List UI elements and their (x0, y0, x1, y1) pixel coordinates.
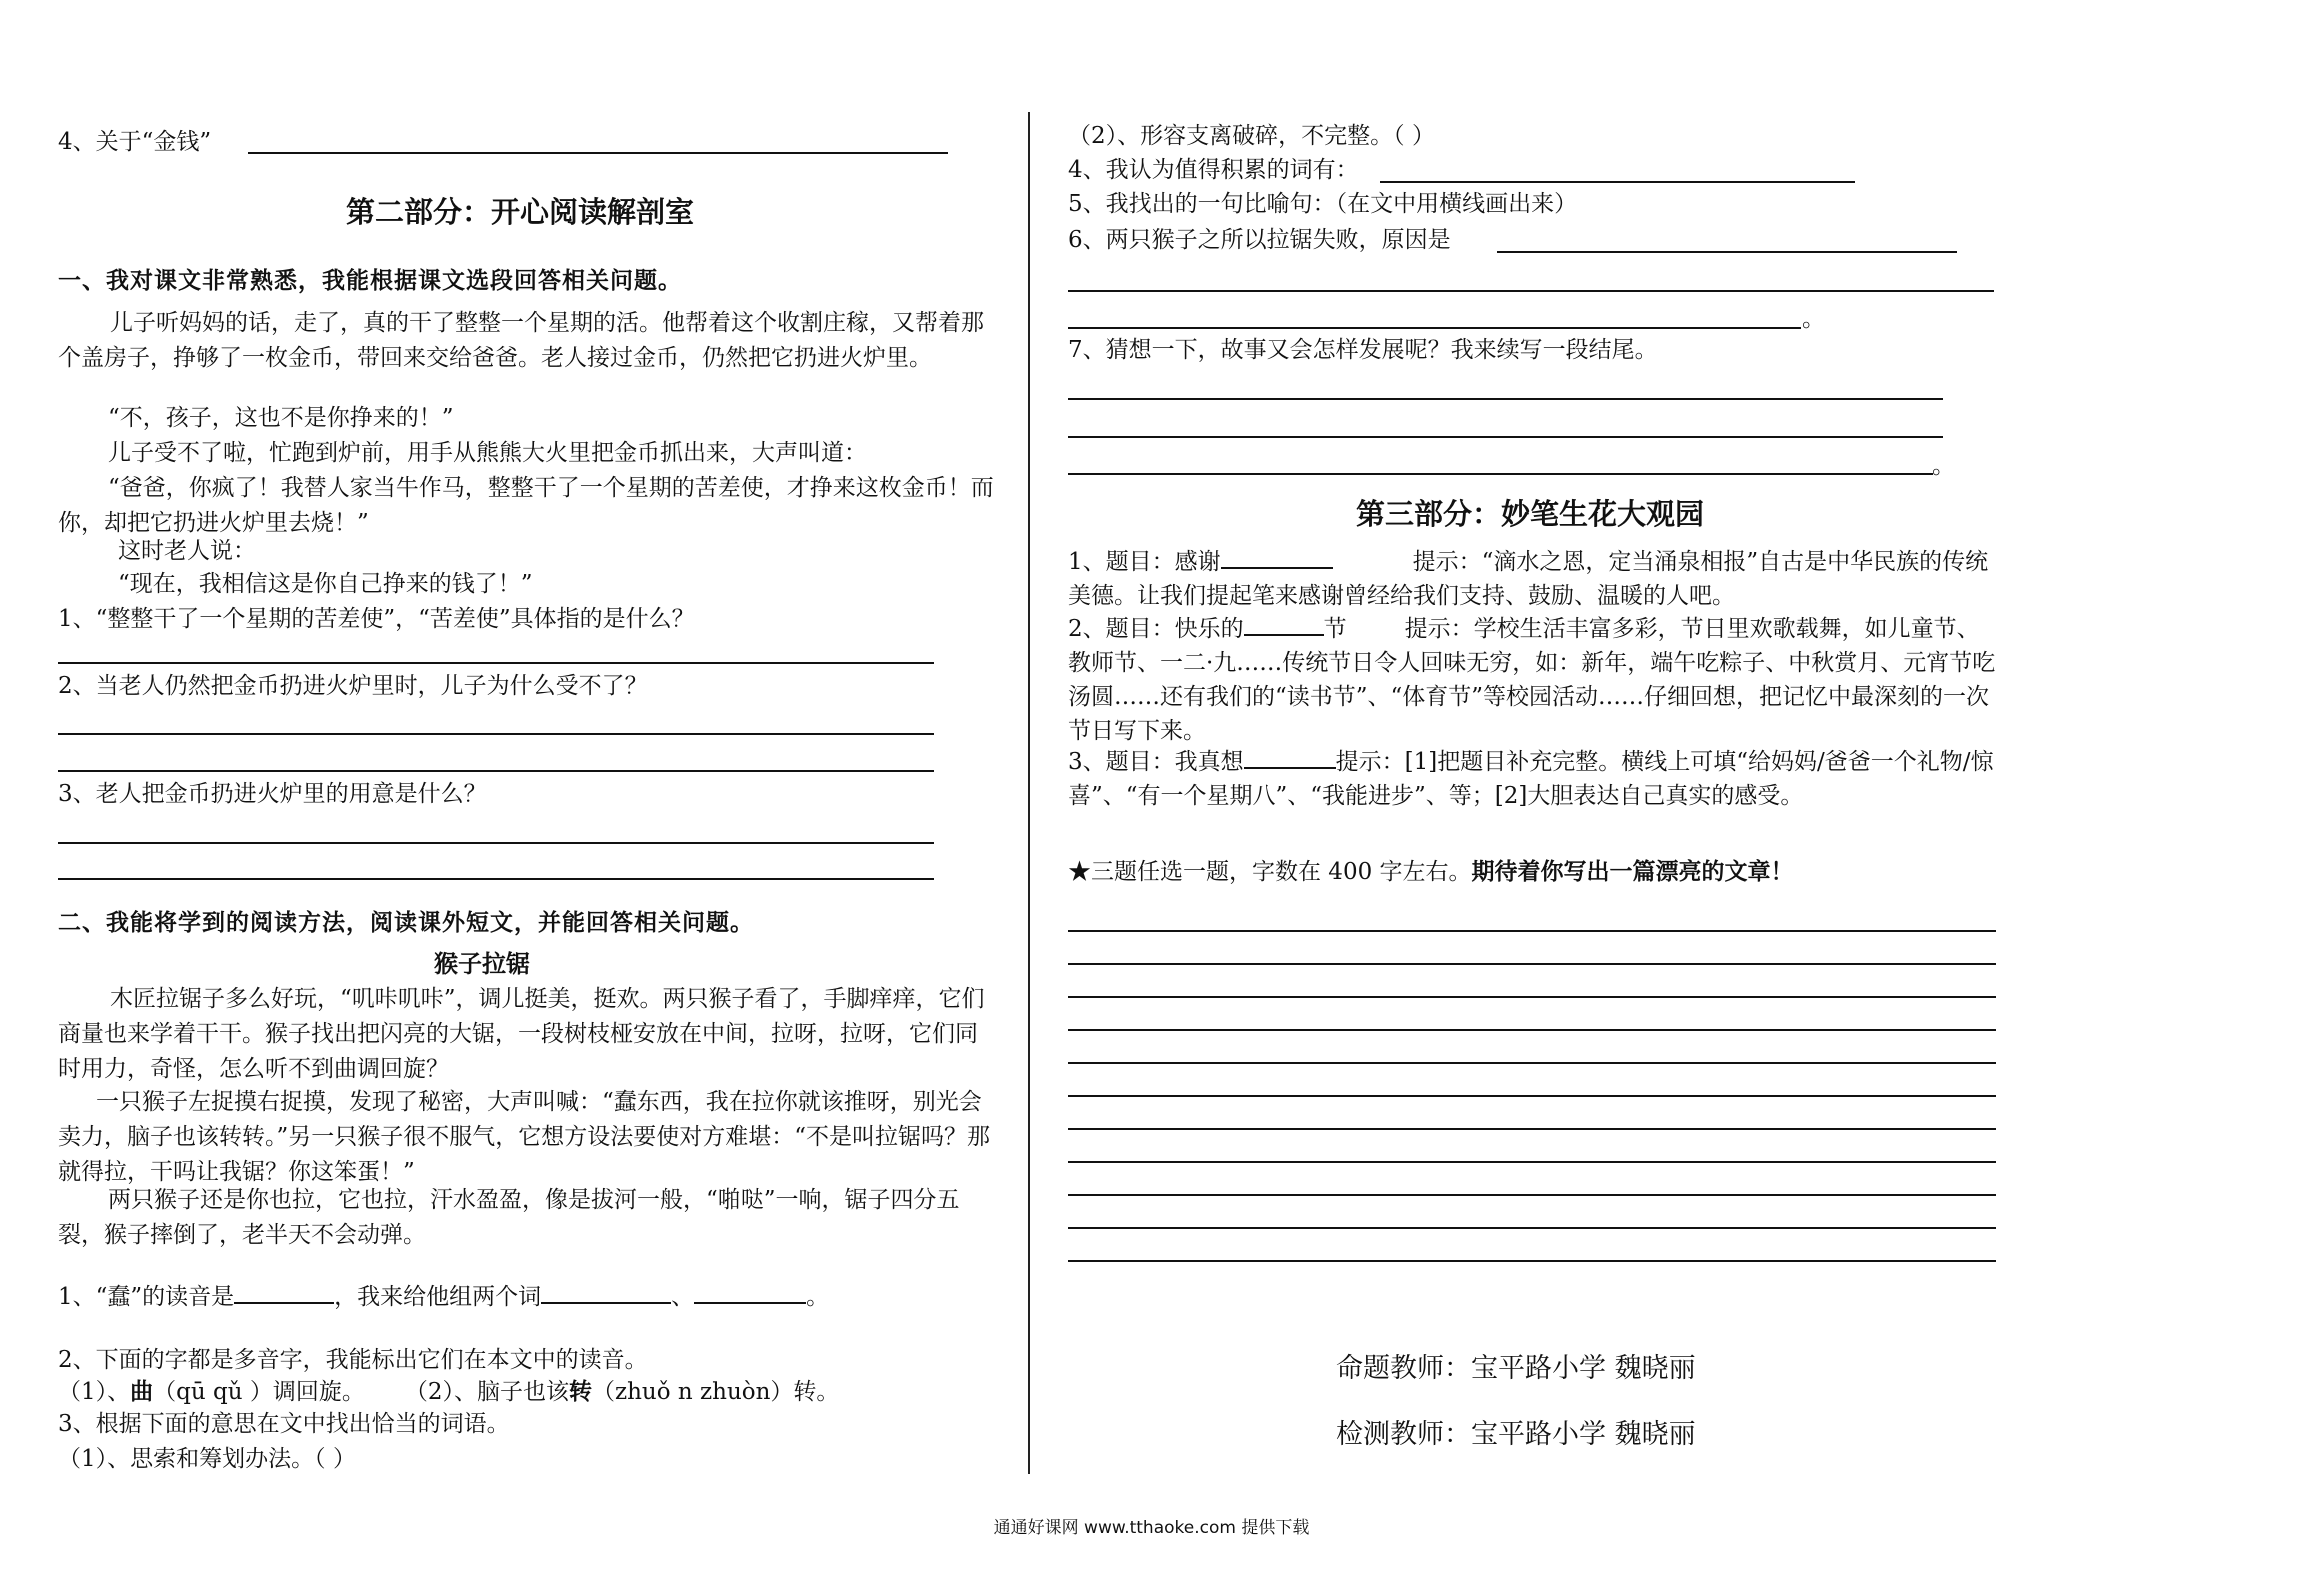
section2-heading: 二、我能将学到的阅读方法，阅读课外短文，并能回答相关问题。 (58, 910, 754, 936)
reading-question-2-items (58, 1378, 839, 1406)
q3-answer-line-2[interactable] (58, 878, 934, 880)
story-title: 猴子拉锯 (434, 949, 530, 978)
q3-answer-line-1[interactable] (58, 842, 934, 844)
passage1-para2: “不，孩子，这也不是你挣来的！” (108, 405, 454, 431)
wt1-hint: 提示：“滴水之恩，定当涌泉相报”自古是中华民族的传统美德。让我们提起笔来感谢曾经给我们支持、鼓励、温暖的人吧。 (1068, 549, 1989, 609)
rq1-word-blank-2[interactable] (694, 1282, 806, 1304)
reading-question-7: 7、猜想一下，故事又会怎样发展呢？我来续写一段结尾。 (1068, 337, 1658, 363)
rq2-1-options[interactable]: （qū qǔ ）调回旋。 (153, 1379, 365, 1405)
passage1-para1: 儿子听妈妈的话，走了，真的干了整整一个星期的活。他帮着这个收割庄稼，又帮着那个盖房子，挣够了一枚金币，带回来交给爸爸。老人接过金币，仍然把它扔进火炉里。 (58, 310, 984, 371)
writing-line-7[interactable] (1068, 1128, 1996, 1130)
q2-answer-line-2[interactable] (58, 770, 934, 772)
rq1-end: 。 (806, 1284, 830, 1310)
rq7-end-mark: 。 (1932, 453, 1955, 479)
part2-title: 第二部分：开心阅读解剖室 (346, 195, 695, 229)
writing-note-encourage: 期待着你写出一篇漂亮的文章！ (1471, 859, 1794, 885)
rq7-answer-line-2[interactable] (1068, 436, 1943, 438)
writing-line-1[interactable] (1068, 930, 1996, 932)
reading-question-3-2[interactable]: （2）、形容支离破碎，不完整。（ ） (1068, 123, 1435, 149)
setter-teacher: 命题教师：宝平路小学 魏晓丽 (1336, 1353, 1696, 1384)
footer-credit: 通通好课网 www.tthaoke.com 提供下载 (993, 1518, 1310, 1538)
wt1-title: 1、题目：感谢 (1068, 549, 1221, 575)
writing-line-9[interactable] (1068, 1194, 1996, 1196)
wt3-title: 3、题目：我真想 (1068, 749, 1244, 775)
question-2: 2、当老人仍然把金币扔进火炉里时，儿子为什么受不了？ (58, 673, 648, 699)
wt3-blank[interactable] (1244, 747, 1336, 769)
writing-line-6[interactable] (1068, 1095, 1996, 1097)
story-para1: 木匠拉锯子多么好玩，“叽咔叽咔”，调儿挺美，挺欢。两只猴子看了，手脚痒痒，它们商量也来学着干干。猴子找出把闪亮的大锯，一段树枝桠安放在中间，拉呀，拉呀，它们同时用力，奇怪，怎么听不到曲调回旋？ (58, 986, 985, 1082)
part3-title: 第三部分：妙笔生花大观园 (1356, 497, 1705, 531)
writing-note (1068, 858, 1794, 886)
rq2-2-options[interactable]: （zhuǒ n zhuòn）转。 (591, 1379, 840, 1405)
writing-topic-3 (1068, 745, 1998, 813)
story-para2: 一只猴子左捉摸右捉摸，发现了秘密，大声叫喊：“蠢东西，我在拉你就该推呀，别光会卖力，脑子也该转转。”另一只猴子很不服气，它想方设法要使对方难堪：“不是叫拉锯吗？那就得拉，干吗让我锯？你这笨蛋！” (58, 1089, 991, 1185)
rq1-pinyin-blank[interactable] (234, 1282, 334, 1304)
writing-line-5[interactable] (1068, 1062, 1996, 1064)
reading-question-2: 2、下面的字都是多音字，我能标出它们在本文中的读音。 (58, 1347, 648, 1373)
wt1-blank[interactable] (1221, 547, 1333, 569)
question-3: 3、老人把金币扔进火炉里的用意是什么？ (58, 781, 487, 807)
checker-teacher: 检测教师：宝平路小学 魏晓丽 (1336, 1419, 1696, 1450)
story-para3: 两只猴子还是你也拉，它也拉，汗水盈盈，像是拔河一般，“啪哒”一响，锯子四分五裂，猴子摔倒了，老半天不会动弹。 (58, 1187, 960, 1248)
reading-question-4: 4、我认为值得积累的词有： (1068, 157, 1359, 183)
reading-question-5: 5、我找出的一句比喻句：（在文中用横线画出来） (1068, 191, 1578, 217)
reading-question-3: 3、根据下面的意思在文中找出恰当的词语。 (58, 1411, 510, 1437)
rq1-mid: ，我来给他组两个词 (334, 1284, 542, 1310)
rq2-2-prefix: （2）、脑子也该 (404, 1379, 569, 1405)
wt3-hint: 提示：[1]把题目补充完整。横线上可填“给妈妈/爸爸一个礼物/惊喜”、“有一个星期八”、“我能进步”、等；[2]大胆表达自己真实的感受。 (1068, 749, 1994, 809)
reading-question-6: 6、两只猴子之所以拉锯失败，原因是 (1068, 227, 1451, 253)
q4-answer-line[interactable] (248, 152, 948, 154)
column-divider (1028, 112, 1030, 1474)
question-1: 1、“整整干了一个星期的苦差使”，“苦差使”具体指的是什么？ (58, 606, 695, 632)
rq7-answer-line-1[interactable] (1068, 398, 1943, 400)
writing-line-4[interactable] (1068, 1029, 1996, 1031)
rq2-1-prefix: （1）、 (58, 1379, 131, 1405)
wt2-title: 2、题目：快乐的 (1068, 616, 1244, 642)
writing-line-10[interactable] (1068, 1227, 1996, 1229)
writing-note-main: ★三题任选一题，字数在 400 字左右。 (1068, 859, 1472, 885)
q1-answer-line[interactable] (58, 662, 934, 664)
rq6-end-mark: 。 (1802, 306, 1825, 332)
passage1-para5: 这时老人说： (118, 538, 256, 564)
wt2-hint: 提示：学校生活丰富多彩，节日里欢歌载舞，如儿童节、教师节、一二·九……传统节日令人回味无穷，如：新年，端午吃粽子、中秋赏月、元宵节吃汤圆……还有我们的“读书节”、“体育节”等校园活动……仔细回想，把记忆中最深刻的一次节日写下来。 (1068, 616, 1996, 744)
writing-line-2[interactable] (1068, 963, 1996, 965)
section1-heading: 一、我对课文非常熟悉，我能根据课文选段回答相关问题。 (58, 268, 682, 294)
passage1-para4: “爸爸，你疯了！我替人家当牛作马，整整干了一个星期的苦差使，才挣来这枚金币！而你，却把它扔进火炉里去烧！” (58, 475, 994, 536)
reading-question-3-1[interactable]: （1）、思索和筹划办法。（ ） (58, 1446, 356, 1472)
writing-line-3[interactable] (1068, 996, 1996, 998)
wt2-blank[interactable] (1244, 614, 1324, 636)
wt2-suffix: 节 (1323, 616, 1347, 642)
writing-topic-1 (1068, 545, 1998, 613)
writing-line-8[interactable] (1068, 1161, 1996, 1163)
writing-topic-2 (1068, 612, 1998, 748)
q4-label: 4、关于“金钱” (58, 129, 212, 155)
reading-question-1 (58, 1282, 829, 1311)
rq6-answer-line-2[interactable] (1068, 290, 1994, 292)
rq2-1-char: 曲 (130, 1378, 154, 1405)
writing-line-11[interactable] (1068, 1260, 1996, 1262)
rq1-word-blank-1[interactable] (541, 1282, 671, 1304)
rq1-prefix: 1、“蠢”的读音是 (58, 1284, 235, 1310)
rq6-answer-line-1[interactable] (1497, 251, 1957, 253)
rq4-answer-line[interactable] (1380, 181, 1855, 183)
q2-answer-line-1[interactable] (58, 733, 934, 735)
rq6-answer-line-3[interactable] (1068, 327, 1801, 329)
passage1-para6: “现在，我相信这是你自己挣来的钱了！” (118, 571, 533, 597)
rq2-2-char: 转 (568, 1378, 592, 1405)
rq7-answer-line-3[interactable] (1068, 473, 1933, 475)
rq1-sep: 、 (671, 1284, 695, 1310)
passage1-para3: 儿子受不了啦，忙跑到炉前，用手从熊熊大火里把金币抓出来，大声叫道： (108, 440, 867, 466)
